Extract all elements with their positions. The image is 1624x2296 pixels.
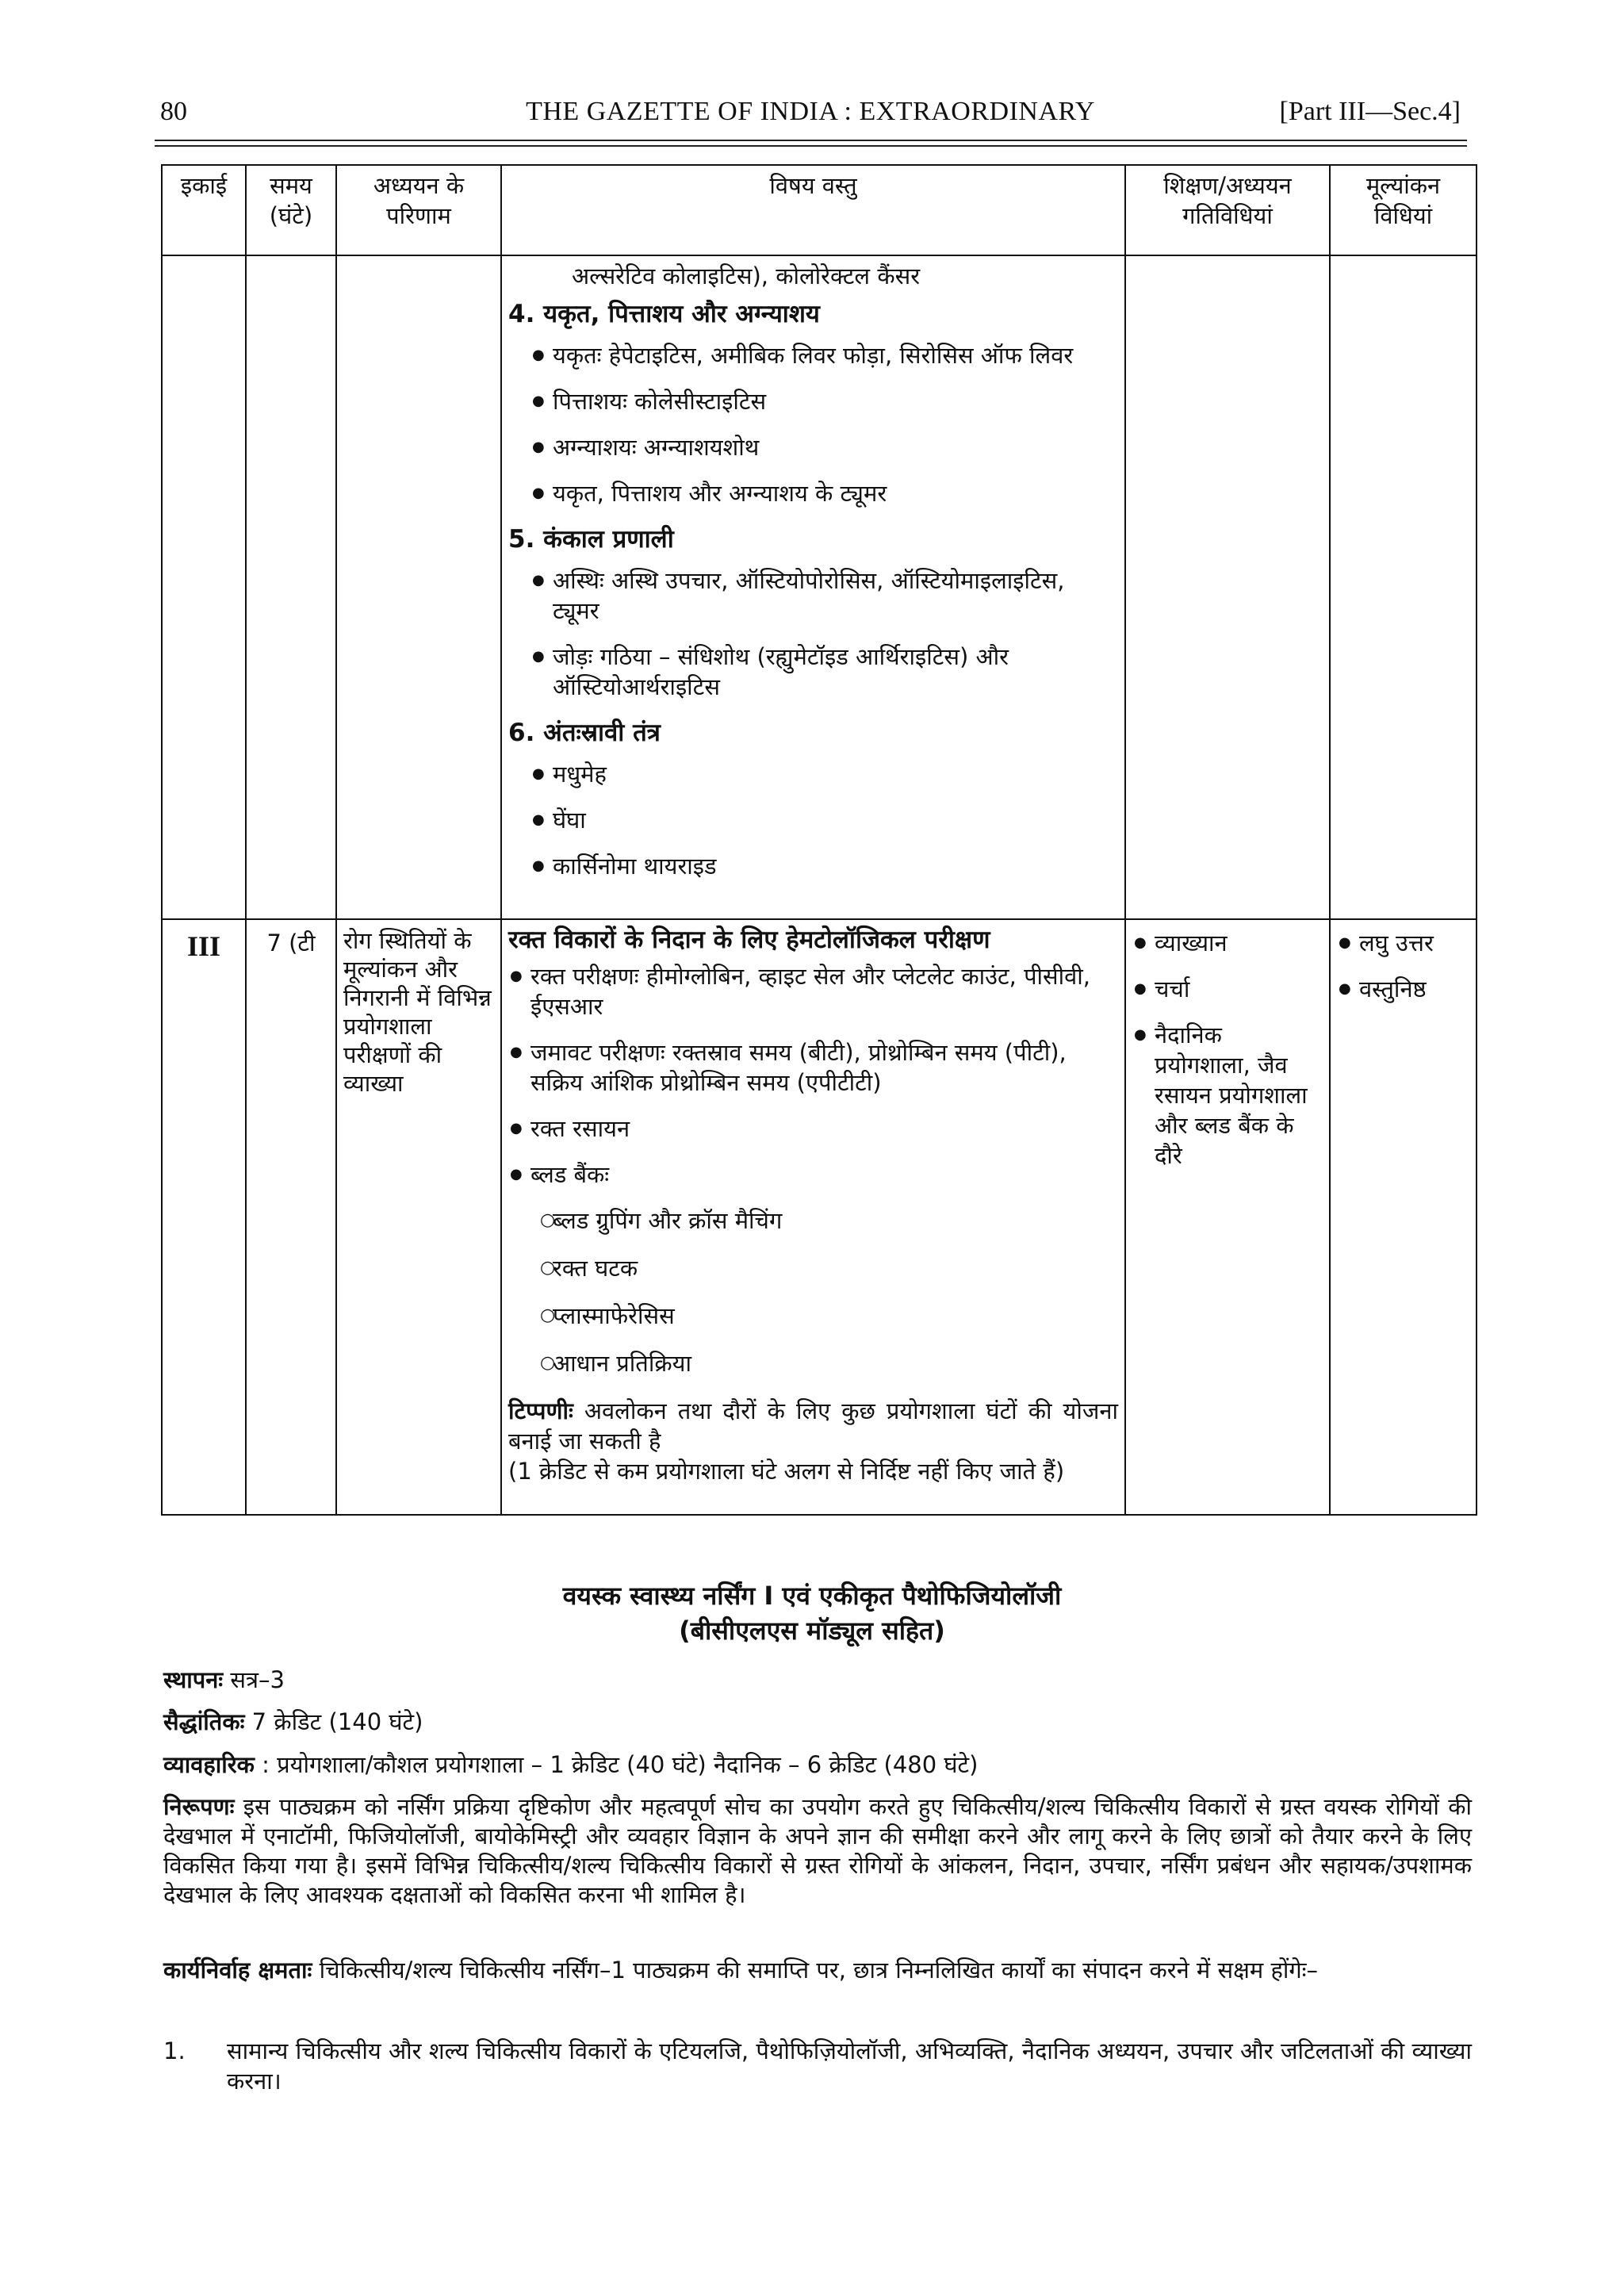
sub-list-item: ○ रक्त घटक (508, 1253, 1118, 1283)
cell-assessment (1330, 255, 1477, 919)
item-number: 1. (163, 2037, 186, 2064)
topic-list (508, 565, 1118, 702)
list-item: ● घेंघा (508, 805, 1118, 835)
activity-list (1132, 928, 1323, 1171)
topic-heading: 6. अंतःस्रावी तंत्र (508, 719, 661, 747)
note-label: टिप्पणीः (508, 1397, 573, 1424)
competency-paragraph (163, 1956, 1472, 1985)
activity-item: ● व्याख्यान (1132, 928, 1323, 958)
col-header-unit: इकाई (162, 165, 246, 255)
time-hours: 7 (टी (246, 919, 336, 1515)
list-item: ● यकृत, पित्ताशय और अग्न्याशय के ट्यूमर (508, 478, 1118, 508)
placement-value: सत्र–3 (223, 1666, 285, 1693)
header-rule (155, 145, 1467, 147)
list-item: ● यकृतः हेपेटाइटिस, अमीबिक लिवर फोड़ा, सिरोसिस ऑफ लिवर (508, 340, 1118, 370)
practical-value: : प्रयोगशाला/कौशल प्रयोगशाला – 1 क्रेडिट (40 घंटे) नैदानिक – 6 क्रेडिट (480 घंटे) (254, 1751, 979, 1778)
list-item: ● मधुमेह (508, 759, 1118, 789)
list-item: ● ब्लड बैंकः (508, 1159, 1118, 1190)
col-header-content: विषय वस्तु (501, 165, 1125, 255)
cell-activities (1125, 919, 1330, 1515)
list-item: ● अस्थिः अस्थि उपचार, ऑस्टियोपोरोसिस, ऑस्टियोमाइलाइटिस, ट्यूमर (508, 565, 1118, 626)
list-item: ● पित्ताशयः कोलेसीस्टाइटिस (508, 386, 1118, 416)
sub-list-item: ○ प्लास्माफेरेसिस (508, 1301, 1118, 1331)
description-value: इस पाठ्यक्रम को नर्सिंग प्रक्रिया दृष्टिकोण और महत्वपूर्ण सोच का उपयोग करते हुए चिकित्सीय/शल्य चिकित्सीय विकारों से ग्रस्त वयस्क रोगियों की देखभाल में एनाटॉमी, फिजियोलॉजी, बायोकेमिस्ट्री और व्यवहार विज्ञान के अपने ज्ञान की समीक्षा करने और लागू करने के लिए छात्रों को तैयार करने के लिए विकसित किया गया है। इसमें विभिन्न चिकित्सीय/शल्य चिकित्सीय विकारों से ग्रस्त रोगियों के आंकलन, निदान, उपचार, नर्सिंग प्रबंधन और सहायक/उपशामक देखभाल के लिए आवश्यक दक्षताओं को विकसित करना भी शामिल है। (163, 1793, 1472, 1908)
topic-heading: 5. कंकाल प्रणाली (508, 525, 674, 554)
table-header-row (162, 165, 1477, 255)
theory-label: सैद्धांतिकः (163, 1708, 245, 1735)
activity-item: ● नैदानिक प्रयोगशाला, जैव रसायन प्रयोगशाला और ब्लड बैंक के दौरे (1132, 1020, 1323, 1171)
sub-list (508, 1205, 1118, 1378)
note-extra: (1 क्रेडिट से कम प्रयोगशाला घंटे अलग से निर्दिष्ट नहीं किए जाते हैं) (508, 1458, 1065, 1485)
table-row (162, 255, 1477, 919)
col-header-time: समय (घंटे) (246, 165, 336, 255)
list-item: ● जोड़ः गठिया – संधिशोथ (रह्युमेटॉइड आर्थिराइटिस) और ऑस्टियोआर्थराइटिस (508, 642, 1118, 702)
cell-activities (1125, 255, 1330, 919)
cell-outcomes (336, 255, 501, 919)
page-number: 80 (160, 97, 187, 126)
practical-line (163, 1750, 1472, 1780)
list-item: ● कार्सिनोमा थायराइड (508, 851, 1118, 881)
topic-list (508, 961, 1118, 1190)
course-title (0, 1578, 1624, 1648)
course-title-line2: (बीसीएलएस मॉड्यूल सहित) (679, 1616, 945, 1646)
table-row (162, 919, 1477, 1515)
note-text: अवलोकन तथा दौरों के लिए कुछ प्रयोगशाला घंटों की योजना बनाई जा सकती है (508, 1397, 1118, 1455)
topic-list (508, 340, 1118, 508)
numbered-item (163, 2036, 1472, 2096)
sub-list-item: ○ ब्लड ग्रुपिंग और क्रॉस मैचिंग (508, 1205, 1118, 1236)
unit-number: III (162, 919, 246, 1515)
cell-unit (162, 255, 246, 919)
topic-list (508, 759, 1118, 881)
course-title-line1: वयस्क स्वास्थ्य नर्सिंग I एवं एकीकृत पैथोफिजियोलॉजी (562, 1581, 1062, 1611)
col-header-assessment: मूल्यांकन विधियां (1330, 165, 1477, 255)
syllabus-table (161, 164, 1477, 1516)
description-label: निरूपणः (163, 1793, 235, 1820)
note (508, 1396, 1118, 1456)
placement-line (163, 1665, 1472, 1695)
learning-outcomes: रोग स्थितियों के मूल्यांकन और निगरानी में विभिन्न प्रयोगशाला परीक्षणों की व्याख्या (336, 919, 501, 1515)
topic-heading: रक्त विकारों के निदान के लिए हेमटोलॉजिकल परीक्षण (508, 926, 990, 954)
list-item: ● रक्त रसायन (508, 1114, 1118, 1144)
page-header (160, 97, 1461, 144)
item-text: सामान्य चिकित्सीय और शल्य चिकित्सीय विकारों के एटियलजि, पैथोफिज़ियोलॉजी, अभिव्यक्ति, नैदानिक अध्ययन, उपचार और जटिलताओं की व्याख्या करना। (227, 2037, 1472, 2095)
activity-item: ● चर्चा (1132, 974, 1323, 1004)
gazette-title: THE GAZETTE OF INDIA : EXTRAORDINARY (526, 97, 1095, 126)
cell-content (501, 255, 1125, 919)
competency-label: कार्यनिर्वाह क्षमताः (163, 1957, 312, 1984)
cell-time (246, 255, 336, 919)
assessment-item: ● वस्तुनिष्ठ (1337, 974, 1469, 1004)
theory-value: 7 क्रेडिट (140 घंटे) (244, 1708, 423, 1735)
description-paragraph (163, 1792, 1472, 1910)
cell-content (501, 919, 1125, 1515)
cell-assessment (1330, 919, 1477, 1515)
list-item: ● जमावट परीक्षणः रक्तस्राव समय (बीटी), प्रोथ्रोम्बिन समय (पीटी), सक्रिय आंशिक प्रोथ्रोम्बिन समय (एपीटीटी) (508, 1037, 1118, 1098)
placement-label: स्थापनः (163, 1666, 224, 1693)
assessment-item: ● लघु उत्तर (1337, 928, 1469, 958)
practical-label: व्यावहारिक (163, 1751, 255, 1778)
competency-value: चिकित्सीय/शल्य चिकित्सीय नर्सिंग–1 पाठ्यक्रम की समाप्ति पर, छात्र निम्नलिखित कार्यों का संपादन करने में सक्षम होंगेः– (312, 1957, 1319, 1984)
col-header-outcomes: अध्ययन के परिणाम (336, 165, 501, 255)
theory-line (163, 1708, 1472, 1737)
list-item: ● अग्न्याशयः अग्न्याशयशोथ (508, 432, 1118, 462)
list-item: ● रक्त परीक्षणः हीमोग्लोबिन, व्हाइट सेल और प्लेटलेट काउंट, पीसीवी, ईएसआर (508, 961, 1118, 1022)
topic-heading: 4. यकृत, पित्ताशय और अग्न्याशय (508, 300, 820, 328)
sub-list-item: ○ आधान प्रतिक्रिया (508, 1348, 1118, 1378)
col-header-activities: शिक्षण/अध्ययन गतिविधियां (1125, 165, 1330, 255)
header-rule (155, 140, 1467, 141)
assessment-list (1337, 928, 1469, 1004)
content-continuation: अल्सरेटिव कोलाइटिस), कोलोरेक्टल कैंसर (572, 263, 921, 289)
part-section: [Part III—Sec.4] (1279, 97, 1461, 126)
